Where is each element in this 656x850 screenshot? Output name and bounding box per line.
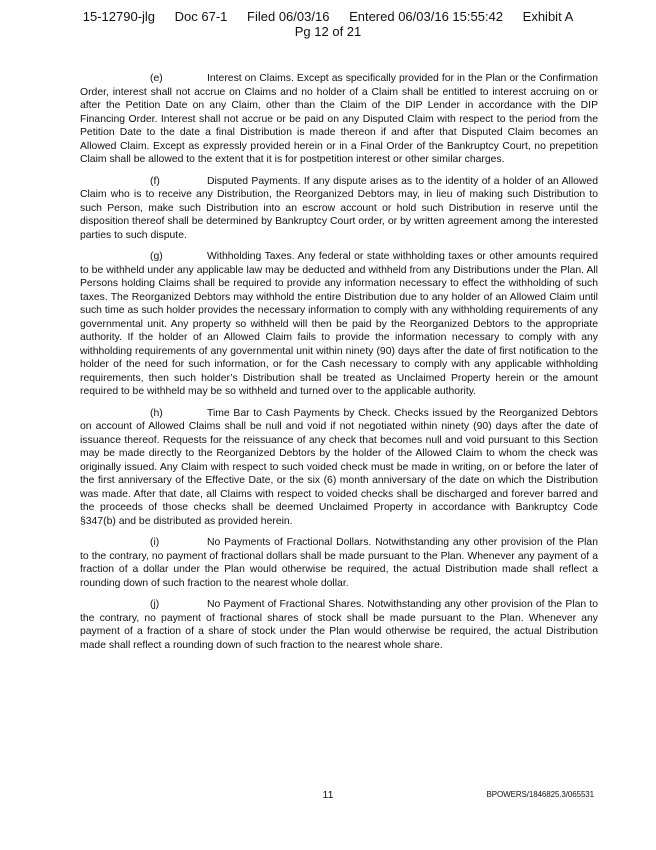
paragraph-j xyxy=(80,598,598,652)
paragraph-number: (i) xyxy=(150,537,160,548)
paragraph-g xyxy=(80,250,598,399)
paragraph-text: No Payment of Fractional Shares. Notwithstanding any other provision of the Plan to the contrary, no payment of fractional shares of stock shall be made pursuant to the Plan. Whenever any payment of a fraction of a share of stock under the Plan would otherwise be required, the actual Distribution made shall reflect a rounding down of such fraction to the nearest whole share. xyxy=(80,599,598,651)
page-count: Pg 12 of 21 xyxy=(294,24,362,39)
exhibit-label: Exhibit A xyxy=(522,9,574,24)
paragraph-f xyxy=(80,175,598,243)
paragraph-text: Interest on Claims. Except as specifically provided for in the Plan or the Confirmation Order, interest shall not accrue on Claims and no holder of a Claim shall be entitled to interest accruing on or after the Petition Date on any Claim, other than the Claim of the DIP Lender in accordance with the DIP Financing Order. Interest shall not accrue or be paid on any Disputed Claim with respect to the period from the Petition Date to the date a final Distribution is made thereon if and after that Disputed Claim becomes an Allowed Claim. Except as expressly provided herein or in a Final Order of the Bankruptcy Court, no prepetition Claim shall be allowed to the extent that it is for postpetition interest or other similar charges. xyxy=(80,73,598,165)
paragraph-number: (f) xyxy=(150,175,160,187)
paragraph-i xyxy=(80,536,598,590)
filed-date: Filed 06/03/16 xyxy=(247,9,330,24)
case-number: 15-12790-jlg xyxy=(82,9,156,24)
paragraph-text: Disputed Payments. If any dispute arises as to the identity of a holder of an Allowed Claim who is to receive any Distribution, the Reorganized Debtors may, in lieu of making such Distribution to such Person, make such Distribution into an escrow account or hold such Distribution in reserve until the disposition thereof shall be determined by Bankruptcy Court order, or by written agreement among the interested parties to such dispute. xyxy=(80,175,598,241)
paragraph-number: (h) xyxy=(150,407,163,419)
paragraph-text: No Payments of Fractional Dollars. Notwithstanding any other provision of the Plan to the contrary, no payment of fractional dollars shall be made pursuant to the Plan. Whenever any payment of a fraction of a dollar under the Plan would otherwise be required, the actual Distribution made shall reflect a rounding down of such fraction to the nearest whole dollar. xyxy=(80,537,598,589)
paragraph-number: (e) xyxy=(150,73,163,84)
paragraph-text: Withholding Taxes. Any federal or state withholding taxes or other amounts required to be withheld under any applicable law may be deducted and withheld from any Distributions under the Plan. All Persons holding Claims shall be required to provide any information necessary to effect the withholding of such taxes. The Reorganized Debtors may withhold the entire Distribution due to any holder of an Allowed Claim until such time as such holder provides the necessary information to comply with any withholding requirements of any governmental unit. Any property so withheld will then be paid by the Reorganized Debtors to the appropriate authority. If the holder of an Allowed Claim fails to provide the information necessary to comply with any withholding requirements of any governmental unit within ninety (90) days after the date of first notification to the holder of the need for such information, or for the Cash necessary to comply with any applicable withholding requirements, then such holder’s Distribution shall be treated as Unclaimed Property herein or the amount required to be withheld may be so withheld and turned over to the applicable authority. xyxy=(80,251,598,397)
docket-number: Doc 67-1 xyxy=(174,9,228,24)
paragraph-number: (j) xyxy=(150,599,160,610)
page-number: 11 xyxy=(322,789,334,801)
court-filing-header xyxy=(0,9,656,39)
document-id: BPOWERS/1846825.3/065531 xyxy=(486,790,594,799)
document-body xyxy=(80,72,598,660)
paragraph-e xyxy=(80,72,598,167)
paragraph-text: Time Bar to Cash Payments by Check. Checks issued by the Reorganized Debtors on account of Allowed Claims shall be null and void if not negotiated within ninety (90) days after the date of issuance thereof. Requests for the reissuance of any check that becomes null and void pursuant to this Section may be made directly to the Reorganized Debtors by the holder of the Allowed Claim to whom the check was originally issued. Any Claim with respect to such voided check must be made in writing, on or before the later of the first anniversary of the Effective Date, or the six (6) month anniversary of the date on which the Distribution was made. After that date, all Claims with respect to voided checks shall be discharged and forever barred and the proceeds of those checks shall be deemed Unclaimed Property in accordance with Bankruptcy Code §347(b) and be distributed as provided herein. xyxy=(80,407,598,527)
entered-date: Entered 06/03/16 15:55:42 xyxy=(349,9,504,24)
paragraph-number: (g) xyxy=(150,251,163,262)
paragraph-h xyxy=(80,407,598,529)
